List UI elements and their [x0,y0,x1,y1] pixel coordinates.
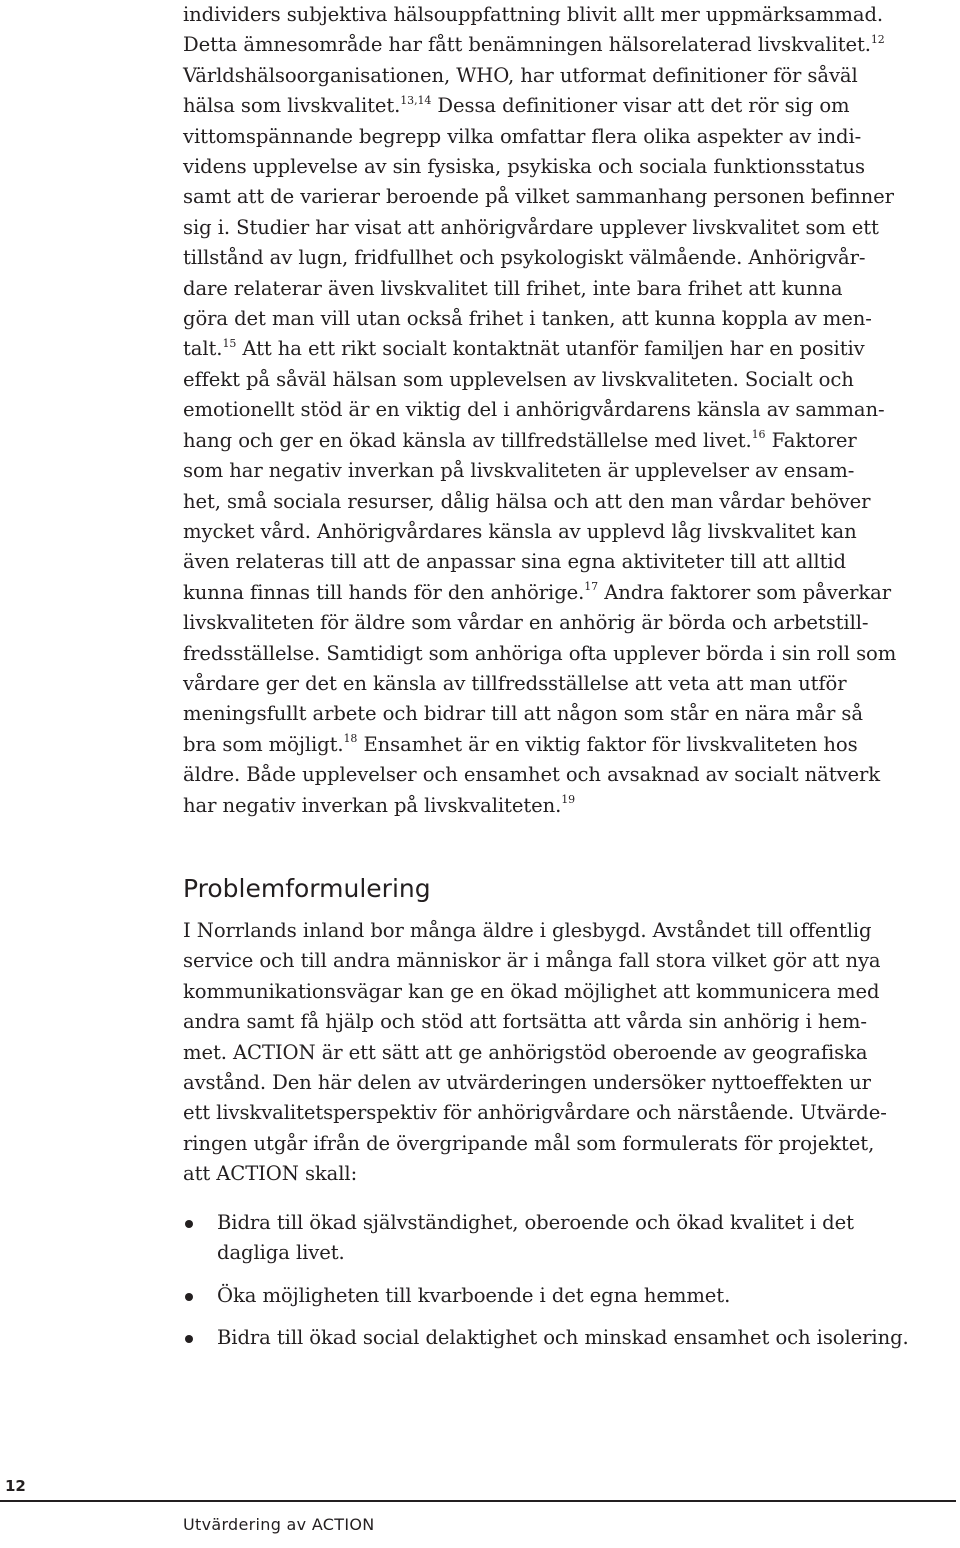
text-line [183,760,951,790]
footer-rule [0,1500,956,1502]
text-run: äldre. Både upplevelser och ensamhet och avsaknad av socialt nätverk [183,763,881,787]
text-line [183,426,951,456]
text-line [183,0,951,30]
bullet-icon [185,1293,193,1301]
bullet-icon [185,1220,193,1228]
text-line [183,730,951,760]
text-run: dare relaterar även livskvalitet till frihet, inte bara frihet att kunna [183,276,843,300]
text-line [183,669,951,699]
text-run: Andra faktorer som påverkar [598,580,891,604]
text-run: avstånd. Den här delen av utvärderingen undersöker nyttoeffekten ur [183,1071,871,1095]
text-run: vittomspännande begrepp vilka omfattar flera olika aspekter av indi- [183,124,862,148]
text-line [183,699,951,729]
text-line [183,1038,951,1068]
footnote-ref: 19 [561,793,576,807]
goal-item [183,1281,958,1311]
text-run: även relateras till att de anpassar sina egna aktiviteter till att alltid [183,550,846,574]
text-run: Dessa definitioner visar att det rör sig om [431,94,850,118]
goal-list [183,1208,958,1366]
text-run: individers subjektiva hälsouppfattning blivit allt mer uppmärksammad. [183,3,884,26]
text-line [183,365,951,395]
text-run: meningsfullt arbete och bidrar till att någon som står en nära mår så [183,702,863,726]
text-line [183,122,951,152]
text-line [183,243,951,273]
text-run: göra det man vill utan också frihet i tanken, att kunna koppla av men- [183,307,872,331]
text-run: met. ACTION är ett sätt att ge anhörigstöd oberoende av geografiska [183,1040,868,1064]
text-line [183,91,951,121]
text-run: vårdare ger det en känsla av tillfredsställelse att veta att man utför [183,671,847,695]
text-run: som har negativ inverkan på livskvaliteten är upplevelser av ensam- [183,459,855,483]
text-line [183,791,951,821]
text-line [183,1159,951,1189]
text-run: videns upplevelse av sin fysiska, psykiska och sociala funktionsstatus [183,155,865,179]
text-run: bra som möjligt. [183,732,344,756]
text-line [183,1098,951,1128]
text-run: kommunikationsvägar kan ge en ökad möjlighet att kommunicera med [183,979,880,1003]
goal-item [183,1208,958,1269]
text-run: Ensamhet är en viktig faktor för livskvaliteten hos [357,732,858,756]
text-run: hang och ger en ökad känsla av tillfredställelse med livet. [183,428,752,452]
footnote-ref: 12 [870,32,885,46]
bullet-icon [185,1335,193,1343]
text-line [183,61,951,91]
text-run: kunna finnas till hands för den anhörige. [183,580,585,604]
text-line [183,30,951,60]
text-run: tillstånd av lugn, fridfullhet och psykologiskt välmående. Anhörigvår- [183,246,866,270]
text-run: livskvaliteten för äldre som vårdar en anhörig är börda och arbetstill- [183,611,869,635]
text-line [183,456,951,486]
goal-text-line: Bidra till ökad självständighet, oberoende och ökad kvalitet i det [217,1211,854,1234]
footnote-ref: 18 [343,732,358,746]
text-line [183,213,951,243]
text-run: talt. [183,337,223,361]
goal-text-line: dagliga livet. [217,1241,345,1265]
text-line [183,1129,951,1159]
text-run: andra samt få hjälp och stöd att fortsätta att vårda sin anhörig i hem- [183,1010,867,1034]
page-number: 12 [5,1477,26,1495]
text-line [183,608,951,638]
body-paragraph-2 [183,916,951,1190]
text-line [183,547,951,577]
text-line [183,946,951,976]
footnote-ref: 15 [222,336,237,350]
text-line [183,274,951,304]
goal-item [183,1323,958,1353]
text-run: samt att de varierar beroende på vilket sammanhang personen befinner [183,185,894,209]
text-line [183,395,951,425]
text-line [183,578,951,608]
text-run: I Norrlands inland bor många äldre i glesbygd. Avståndet till offentlig [183,919,872,942]
text-run: har negativ inverkan på livskvaliteten. [183,793,562,817]
text-run: Faktorer [765,428,857,452]
text-run: mycket vård. Anhörigvårdares känsla av upplevd låg livskvalitet kan [183,519,857,543]
text-line [183,639,951,669]
text-line [183,182,951,212]
text-run: het, små sociala resurser, dålig hälsa och att den man vårdar behöver [183,489,871,513]
footnote-ref: 17 [584,580,599,594]
goal-text-line: Bidra till ökad social delaktighet och minskad ensamhet och isolering. [217,1326,909,1350]
text-run: fredsställelse. Samtidigt som anhöriga ofta upplever börda i sin roll som [183,641,897,665]
body-paragraph-1 [183,0,951,821]
text-run: Världshälsoorganisationen, WHO, har utformat definitioner för såväl [183,63,858,87]
text-line [183,977,951,1007]
text-run: att ACTION skall: [183,1162,358,1186]
section-heading: Problemformulering [183,874,431,903]
text-line [183,334,951,364]
text-run: sig i. Studier har visat att anhörigvårdare upplever livskvalitet som ett [183,215,879,239]
footer-title: Utvärdering av ACTION [183,1515,375,1534]
text-line [183,1068,951,1098]
text-line [183,487,951,517]
text-line [183,916,951,946]
text-run: Detta ämnesområde har fått benämningen hälsorelaterad livskvalitet. [183,33,871,57]
text-run: hälsa som livskvalitet. [183,94,401,118]
text-line [183,304,951,334]
text-line [183,517,951,547]
text-run: effekt på såväl hälsan som upplevelsen av livskvaliteten. Socialt och [183,367,854,391]
text-run: ringen utgår ifrån de övergripande mål som formulerats för projektet, [183,1131,875,1155]
footnote-ref: 16 [751,428,766,442]
text-line [183,1007,951,1037]
footnote-ref: 13,14 [400,93,432,107]
text-run: emotionellt stöd är en viktig del i anhörigvårdarens känsla av samman- [183,398,885,422]
text-run: service och till andra människor är i många fall stora vilket gör att nya [183,949,881,973]
goal-text-line: Öka möjligheten till kvarboende i det egna hemmet. [217,1283,731,1307]
text-run: ett livskvalitetsperspektiv för anhörigvårdare och närstående. Utvärde- [183,1101,887,1125]
text-run: Att ha ett rikt socialt kontaktnät utanför familjen har en positiv [236,337,865,361]
text-line [183,152,951,182]
